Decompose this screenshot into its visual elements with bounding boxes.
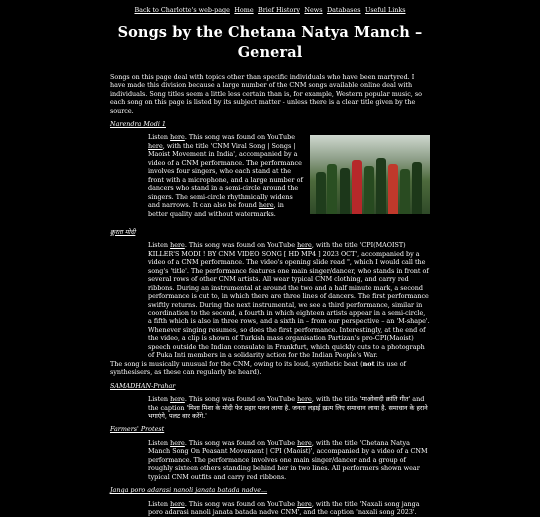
song-text: . This song was found on YouTube <box>184 499 298 508</box>
youtube-link[interactable]: here <box>297 438 312 447</box>
youtube-link[interactable]: here <box>297 241 312 250</box>
song-title-narendra-modi: Narendra Modi 1 <box>110 119 166 128</box>
song-text: . This song was found on YouTube <box>184 395 298 404</box>
song-text: Listen <box>148 395 171 404</box>
song-text: , with the title 'Naxali song janga poro adarasi nanoli janata batada nadve CNM', and the caption 'naxali song 2023'. <box>148 499 420 517</box>
song-text: , in better quality and without watermarks. <box>148 201 284 218</box>
song-text: , with the title 'CPI(MAOIST) KILLER'S MODI ! BY CNM VIDEO SONG [ HD MP4 ] 2023 OCT', accompanied by a video of a CNM performance. The video's opening slide read ", which I would call the song's 'title'. The performance features one main singer/dancer, who stands in front of several rows of other CNM artists. All wear typical CNM clothing, and carry red ribbons. During an instrumental at around the two and a half minute mark, a second performance is cut to, in which there are three lines of dancers. The first performance swiftly returns. During the next instrumental, we see a third performance, similar in coordination to the second, a fourth in which eighteen artists appear in a semi-circle, a fifth which is also in three rows, and a sixth in – from our perspective – an 'M-shape'. Whenever singing resumes, so does the first performance. Interestingly, at the end of the video, a clip is shown of Turkish mass organisation Partizan's pro-CPI(Maoist) speech outside the Indian consulate in Frankfurt, which quickly cuts to a photograph of Puka Inti members in a solidarity action for the Indian People's War. <box>148 241 430 360</box>
song-title-samadhan-prahar: SAMADHAN-Prahar <box>110 381 176 390</box>
song-text: , with the title 'Chetana Natya Manch Song On Peasant Movement | CPI (Maoist)', accompanied by a video of a CNM performance. The performance involves one main singer/dancer and a group of roughly sixteen others standing behind her in two lines. All performers shown wear typical CNM outfits and carry red ribbons. <box>148 438 428 481</box>
song-text: . This song was found on YouTube <box>184 438 298 447</box>
youtube-link[interactable]: here <box>148 141 163 150</box>
listen-link[interactable]: here <box>170 395 185 404</box>
song-text: . This song was found on YouTube <box>184 241 298 250</box>
song-text: its use of synthesisers, as these can regularly be heard). <box>110 359 406 377</box>
youtube-link[interactable]: here <box>297 395 312 404</box>
nav-link-news[interactable]: News <box>304 6 323 14</box>
listen-link[interactable]: here <box>170 438 185 447</box>
nav-link-history[interactable]: Brief History <box>258 6 300 14</box>
nav-link-useful-links[interactable]: Useful Links <box>364 6 406 14</box>
song-note <box>110 360 430 377</box>
song-text: , with the title 'CNM Viral Song | Songs | Maoist Movement in India', accompanied by a video of a CNM performance. The performance involves four singers, who each stand at the front with a microphone, and a large number of dancers who stand in a semi-circle around the singers. The semi-circle rhythmically widens and narrows. It can also be found <box>148 141 303 210</box>
song-title-farmers-protest: Farmers' Protest <box>110 425 165 434</box>
song-description <box>110 241 430 359</box>
nav-link-databases[interactable]: Databases <box>326 6 361 14</box>
listen-link[interactable]: here <box>170 133 185 142</box>
song-title-krurta-modi: क्रूरता मोदी <box>110 227 136 236</box>
song-description <box>110 439 430 481</box>
song-text: Listen <box>148 133 171 142</box>
nav-link-back[interactable]: Back to Charlotte's web-page <box>134 6 230 14</box>
listen-link[interactable]: here <box>170 499 185 508</box>
song-description <box>110 395 430 420</box>
song-text: Listen <box>148 438 171 447</box>
youtube-link[interactable]: here <box>297 499 312 508</box>
top-navigation <box>110 6 430 14</box>
page-title: Songs by the Chetana Natya Manch – General <box>117 24 423 61</box>
song-text: The song is musically unusual for the CNM, owing to its loud, synthetic beat ( <box>110 359 363 368</box>
emphasis-text: not <box>362 359 375 368</box>
song-text: . This song was found on YouTube <box>184 133 296 142</box>
nav-link-home[interactable]: Home <box>234 6 254 14</box>
song-text: Listen <box>148 499 171 508</box>
performance-photo <box>310 135 430 214</box>
song-text: Listen <box>148 241 171 250</box>
listen-link[interactable]: here <box>170 241 185 250</box>
alternate-link[interactable]: here <box>258 201 274 210</box>
song-text: , with the title 'माओवादी क्रांति गीत' and the caption 'मिशा मिशा के मोदी फेर प्रहार पलन लाया है. जनता लड़ाई ख़त्म लिए समाधान लाया है. समाधान के हराने भगाएंगे, पलट वार करेंगे.' <box>148 395 428 421</box>
song-description <box>110 500 430 517</box>
song-title-janga-poro: Janga poro adarasi nanoli janata batada nadve... <box>110 486 268 495</box>
intro-paragraph: Songs on this page deal with topics other than specific individuals who have been martyred. I have made this division because a large number of the CNM songs available online deal with individuals. Song titles seem a little less certain than is, for example, Western popular music, so each song on this page is listed by its subject matter - unless there is a clear title given by the source. <box>110 72 422 115</box>
